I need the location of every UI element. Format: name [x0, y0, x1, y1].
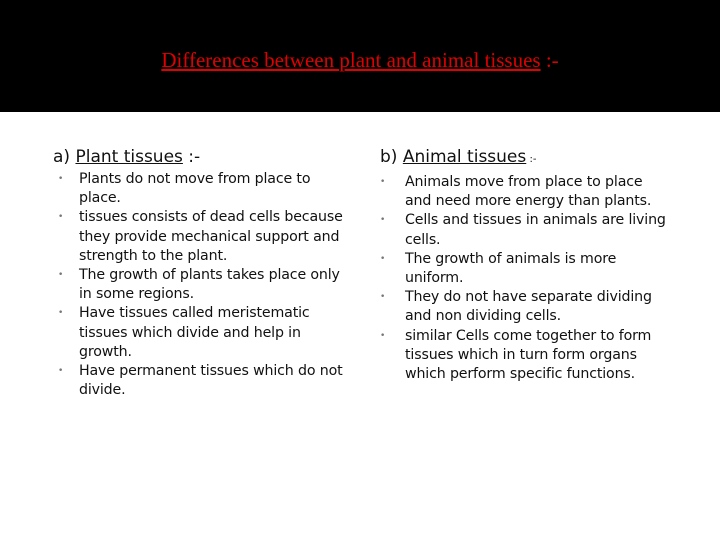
bullet-icon: • [58, 174, 64, 184]
animal-list-item [380, 173, 670, 211]
plant-list-item [53, 170, 353, 208]
bullet-icon: • [380, 253, 386, 264]
animal-list-item-text: Cells and tissues in animals are living cells. [405, 212, 666, 248]
animal-tissues-column [380, 146, 670, 384]
bullet-icon: • [380, 292, 386, 303]
plant-heading-prefix: a) [53, 147, 76, 167]
animal-heading-text: Animal tissues [402, 147, 527, 167]
animal-heading-prefix: b) [380, 147, 403, 167]
animal-list-item [380, 327, 670, 385]
animal-heading-suffix: :- [526, 154, 537, 165]
plant-tissues-column [53, 146, 353, 400]
plant-heading-text: Plant tissues [75, 147, 183, 167]
animal-list-item-text: similar Cells come together to form tissues which in turn form organs which perform specific functions. [405, 327, 652, 383]
animal-list-item-text: They do not have separate dividing and non dividing cells. [405, 289, 652, 325]
animal-list-item [380, 250, 670, 288]
bullet-icon: • [380, 177, 386, 187]
plant-heading-suffix: :- [182, 147, 201, 167]
plant-tissues-heading [53, 146, 353, 168]
bullet-icon: • [58, 212, 64, 223]
plant-list-item-text: Plants do not move from place to place. [79, 171, 311, 207]
bullet-icon: • [380, 330, 386, 341]
slide-title-main: Differences between plant and animal tissues [161, 48, 541, 72]
bullet-icon: • [58, 270, 64, 281]
plant-list-item-text: The growth of plants takes place only in some regions. [79, 267, 340, 303]
plant-tissues-list [53, 170, 353, 400]
bullet-icon: • [58, 308, 64, 319]
plant-list-item-text: tissues consists of dead cells because they provide mechanical support and strength to the plant. [79, 209, 343, 264]
bullet-icon: • [380, 215, 386, 226]
plant-list-item-text: Have tissues called meristematic tissues which divide and help in growth. [79, 305, 310, 360]
bullet-icon: • [58, 366, 64, 377]
plant-list-item [53, 208, 353, 266]
animal-list-item [380, 288, 670, 326]
plant-list-item [53, 362, 353, 400]
animal-tissues-list [380, 173, 670, 384]
animal-list-item-text: The growth of animals is more uniform. [405, 250, 617, 287]
plant-list-item [53, 266, 353, 304]
plant-list-item-text: Have permanent tissues which do not divide. [79, 363, 343, 399]
animal-tissues-heading [380, 146, 670, 171]
animal-list-item [380, 211, 670, 249]
plant-list-item [53, 304, 353, 362]
animal-list-item-text: Animals move from place to place and need more energy than plants. [405, 174, 652, 210]
slide-title [0, 48, 720, 73]
slide-title-suffix: :- [540, 48, 559, 72]
